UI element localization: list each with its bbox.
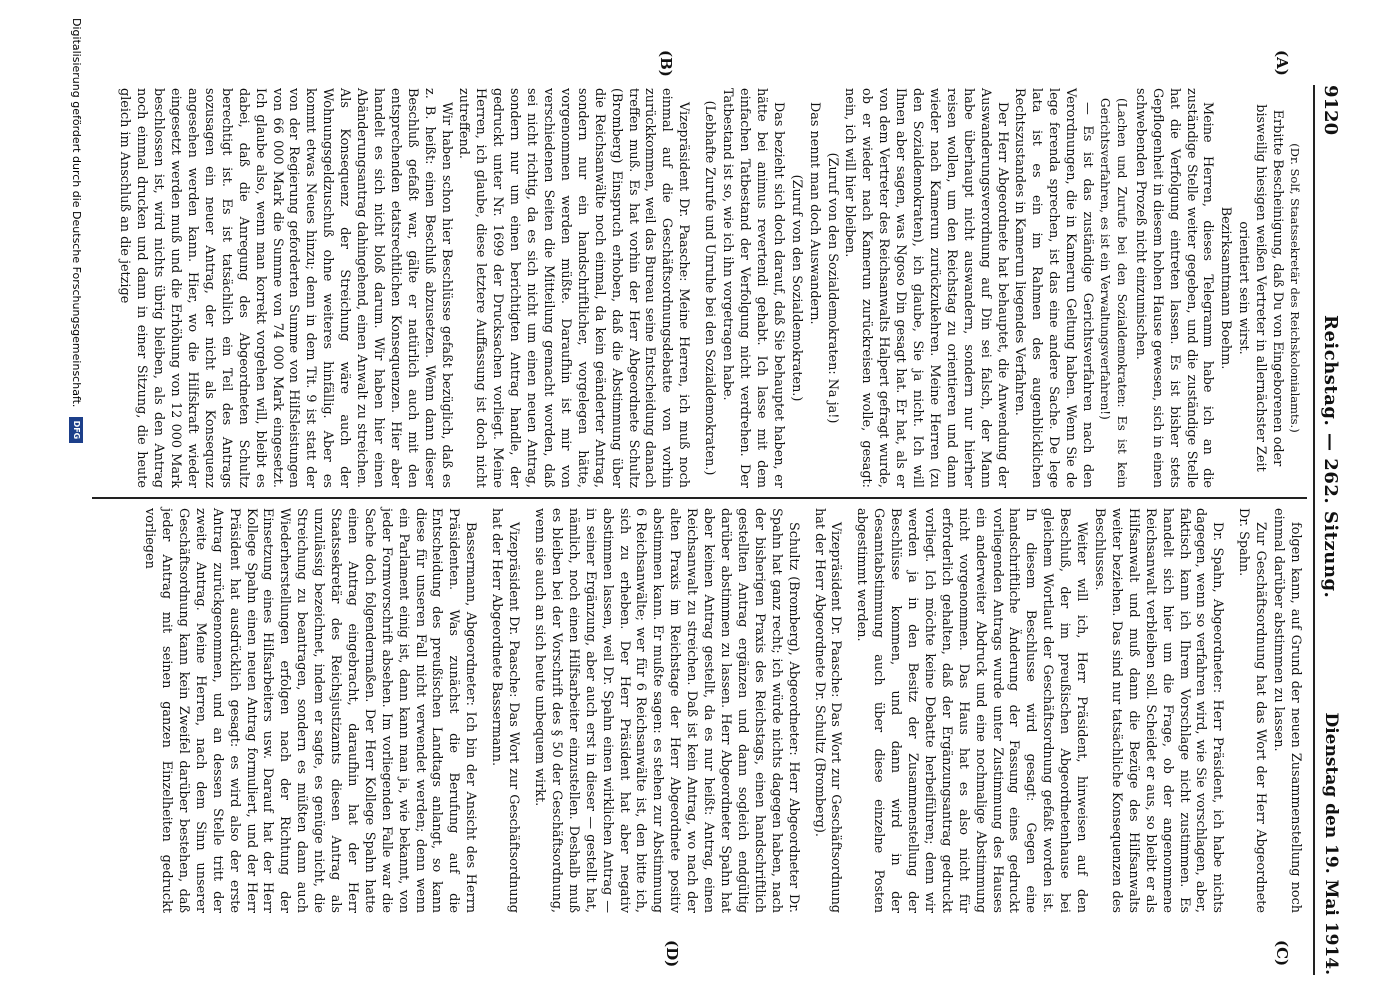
interjection: (Zuruf von den Sozialdemokraten.) xyxy=(788,174,804,402)
telegram-text: Erbitte Bescheinigung, daß Du von Eingeborenen oder bisweilig hiesigen weißen Vertreter in allernächster Zeit orientiert sein wirst. xyxy=(1236,104,1286,472)
margin-letter-a: (A) xyxy=(1273,50,1291,76)
right-column xyxy=(139,508,1303,913)
paragraph: Der Herr Abgeordnete hat behauptet, die Anwendung der Auswanderungsverordnung auf Din sei falsch, der Mann habe überhaupt nicht auswandern, sondern nur hierher reisen wollen, um den Reichstag zu orientieren und dann wieder nach Kamerun zurückzukehren. Meine Herren (zu den Sozialdemokraten), ich glaube, Sie ja nicht. Ich will Ihnen aber sagen, was Ngoso Din gesagt hat. Er hat, als er von dem Vertreter des Reichsanwalts Halpert gefragt wurde, ob er wieder nach Kamerun zurückreisen wolle, gesagt: nein, ich will hier bleiben. xyxy=(842,88,1010,488)
header-rule xyxy=(1313,85,1315,975)
column-divider xyxy=(92,497,1307,499)
paragraph: Zur Geschäftsordnung hat das Wort der Herr Abgeordnete Dr. Spahn. xyxy=(1236,508,1269,913)
paragraph: Bassermann, Abgeordneter: Ich bin der Ansicht des Herrn Präsidenten. Was zunächst die Berufung auf die Entscheidung des preußischen Landtags anlangt, so kann diese für unseren Fall nicht verwendet werden; denn wenn ein Parlament einig ist, dann kann man ja, wie bekannt, von jeder Formvorschrift absehen. Im vorliegenden Falle war die Sache doch folgendermaßen. Der Herr Kollege Spahn hatte einen Antrag eingebracht, daraufhin hat der Herr Staatssekretär des Reichsjustizamts diesen Antrag als unzulässig bezeichnet, indem er sagte, es genüge nicht, die Streichung zu beantragen, sondern es müßten dann auch Wiederherstellungen erfolgen nach der Richtung der Einsetzung eines Hilfsarbeiters usw. Darauf hat der Herr Kollege Spahn einen neuen Antrag formuliert, und der Herr Präsident hat ausdrücklich gesagt: es wird also der erste Antrag zurückgenommen, und an dessen Stelle tritt der zweite Antrag. Meine Herren, nach dem Sinn unserer Geschäftsordnung kann kein Zweifel darüber bestehen, daß jeder Antrag mit seinen ganzen Einzelheiten gedruckt vorliegen xyxy=(142,508,479,913)
dfg-logo: DFG xyxy=(69,417,83,443)
speaker-note: (Dr. Solf, Staatssekretär des Reichskolonialamts.) xyxy=(1288,143,1302,433)
paragraph: Das nennt man doch Auswandern. xyxy=(806,102,822,325)
paragraph: Schultz (Bromberg), Abgeordneter: Herr Abgeordneter Dr. Spahn hat ganz recht; ich würde nichts dagegen haben, nach der bisherigen Praxis des Reichstags, einen handschriftlich gestellten Antrag ergänzen und dann sogleich endgültig darüber abstimmen zu lassen. Herr Abgeordneter Spahn hat aber keinen Antrag gestellt, da es nur heißt: Antrag, einen Reichsanwalt zu streichen. Daß ist kein Antrag, wo nach der alten Praxis im Reichstage der Herr Abgeordnete positiv abstimmen kann. Er mußte sagen: es stehen zur Abstimmung 6 Reichsanwälte; wer für 6 Reichsanwälte ist, den bitte ich, sich zu erheben. Der Herr Präsident hat aber negativ abstimmen lassen, weil Dr. Spahn einen wirklichen Antrag — in seiner Ergänzung, aber auch erst in dieser — gestellt hat, nämlich, noch einen Hilfsarbeiter einzustellen. Deshalb muß es bleiben bei der Vorschrift des § 50 der Geschäftsordnung, wenn sie auch an sich heute unbequem wirkt. xyxy=(532,508,801,913)
paragraph: Weiter will ich, Herr Präsident, hinweisen auf den Beschluß, der im preußischen Abgeordnetenhause bei gleichem Wortlaut der Geschäftsordnung gefaßt worden ist. In diesem Beschlusse wird gesagt: Gegen eine handschriftliche Änderung der Fassung eines gedruckt vorliegenden Antrags wurde unter Zustimmung des Hauses ein anderweiter Abdruck und eine nochmalige Abstimmung nicht vorgenommen. Das Haus hat es also nicht für erforderlich gehalten, daß der Ergänzungsantrag gedruckt vorliegt. Ich möchte keine Debatte herbeiführen; denn wir werden ja in den Besitz der Zusammenstellung der Beschlüsse kommen, und dann wird in der Gesamtabstimmung auch über diese einzelne Posten abgestimmt werden. xyxy=(854,508,1090,913)
paragraph: folgen kann, auf Grund der neuen Zusammenstellung noch einmal darüber abstimmen zu lassen. xyxy=(1271,508,1303,913)
paragraph: Vizepräsident Dr. Paasche: Das Wort zur Geschäftsordnung hat der Herr Abgeordnete Bassermann. xyxy=(489,508,522,913)
interjection: (Zuruf von den Sozialdemokraten: Na ja!) xyxy=(824,152,840,424)
page-header xyxy=(1313,85,1343,975)
page-number: 9120 xyxy=(1320,85,1341,136)
header-title: Reichstag. — 262. Sitzung. xyxy=(1320,315,1341,599)
interjection: (Lachen und Zurufe bei den Sozialdemokraten: Es ist kein Gerichtsverfahren, es ist ein Verwaltungsverfahren!) xyxy=(1098,98,1129,488)
paragraph: Vizepräsident Dr. Paasche: Das Wort zur Geschäftsordnung hat der Herr Abgeordnete Dr. Schultz (Bromberg). xyxy=(811,508,844,913)
paragraph: — Es ist das zuständige Gerichtsverfahren nach den Verordnungen, die in Kamerun Geltung haben. Wenn Sie de lege ferenda sprechen, ist das eine andere Sache. De lege lata ist es ein im Rahmen des augenblicklichen Rechtszustandes in Kamerun liegendes Verfahren. xyxy=(1012,88,1096,488)
paragraph: Vizepräsident Dr. Paasche: Meine Herren, ich muß noch einmal auf die Geschäftsordnungsdebatte von vorhin zurückkommen, weil das Bureau seine Entscheidung danach treffen muß. Es hat vorhin der Herr Abgeordnete Schultz (Bromberg) Einspruch erhoben, daß die Abstimmung über die Reichsanwälte noch einmal, da kein geänderter Antrag, sondern nur ein handschriftlicher, vorgelegen hätte, vorgenommen werden müßte. Daraufhin ist mir von verschiedenen Seiten die Mitteilung gemacht worden, daß sei nicht richtig, da es sich nicht um einen neuen Antrag, sondern nur um einen berichtigten Antrag handle, der gedruckt unter Nr. 1699 der Drucksachen vorliegt. Meine Herren, ich glaube, diese letztere Auffassung ist doch nicht zutreffend. xyxy=(456,88,692,488)
margin-letter-d: (D) xyxy=(663,940,681,968)
margin-letter-b: (B) xyxy=(657,50,675,77)
margin-letter-c: (C) xyxy=(1273,940,1291,967)
paragraph: Wir haben schon hier Beschlüsse gefaßt bezüglich, daß es z. B. heißt: einen Beschluß abzusetzen. Wenn dann dieser Beschluß gefaßt war, gälte er natürlich auch mit den entsprechenden etatsrechtlichen Konsequenzen. Hier aber handelt es sich nicht bloß darum. Wir haben hier einen Abänderungsantrag dahingehend, einen Anwalt zu streichen. Als Konsequenz der Streichung wäre auch der Wohnungsgeldzuschuß ohne weiteres hinfällig. Aber es kommt etwas Neues hinzu; denn in dem Tit. 9 ist statt der von der Regierung geforderten Summe von Hilfsleistungen von 66 000 Mark die Summe von 74 000 Mark eingesetzt. Ich glaube also, wenn man korrekt vorgehen will, bleibt es dabei, daß die Anregung des Abgeordneten Schultz berechtigt ist. Es ist tatsächlich ein Teil des Antrags sozusagen ein neuer Antrag, der nicht als Konsequenz angesehen werden kann. Hier, wo die Hilfskraft wieder eingesetzt werden muß und die Erhöhung von 12 000 Mark beschlossen ist, wird nichts übrig bleiben, als den Antrag noch einmal drucken und dann in einer Sitzung, die heute gleich im Anschluß an die jetzige xyxy=(117,88,454,488)
paragraph: Dr. Spahn, Abgeordneter: Herr Präsident, ich habe nichts dagegen, wenn so verfahren wird, wie Sie vorschlagen, aber, faktisch kann ich Ihrem Vorschlage nicht zustimmen. Es handelt sich hier um die Frage, ob der angenommene Reichsanwalt verbleiben soll. Scheidet er aus, so bleibt er als Hilfsanwalt und muß dann die Bezüge des Hilfsanwalts weiter beziehen. Das sind nur tatsächliche Konsequenzen des Beschlusses. xyxy=(1092,508,1226,913)
digitization-note-text: Digitalisierung gefördert durch die Deutsche Forschungsgemeinschaft. xyxy=(70,18,83,408)
paragraph: Das bezieht sich doch darauf, daß Sie behauptet haben, er hätte bei animus revertendi gehabt. Ich lasse mit dem einfachen Tatbestand der Verfolgung nicht verdrehen. Der Tatbestand ist so, wie ich ihn vorgetragen habe. xyxy=(720,88,786,488)
paragraph: Meine Herren, dieses Telegramm habe ich an die zuständige Stelle weiter gegeben, und die zuständige Stelle hat die Verfolgung eintreten lassen. Es ist bisher stets Gepflogenheit in diesem hohen Hause gewesen, sich in einen schwebenden Prozeß nicht einzumischen. xyxy=(1132,88,1216,488)
telegram-signature: Bezirksamtmann Boehm. xyxy=(1218,206,1234,370)
digitization-note xyxy=(69,0,83,1000)
left-column xyxy=(114,88,1303,488)
interjection: (Lebhafte Zurufe und Unruhe bei den Sozialdemokraten.) xyxy=(702,100,718,476)
header-date: Dienstag den 19. Mai 1914. xyxy=(1321,712,1341,975)
